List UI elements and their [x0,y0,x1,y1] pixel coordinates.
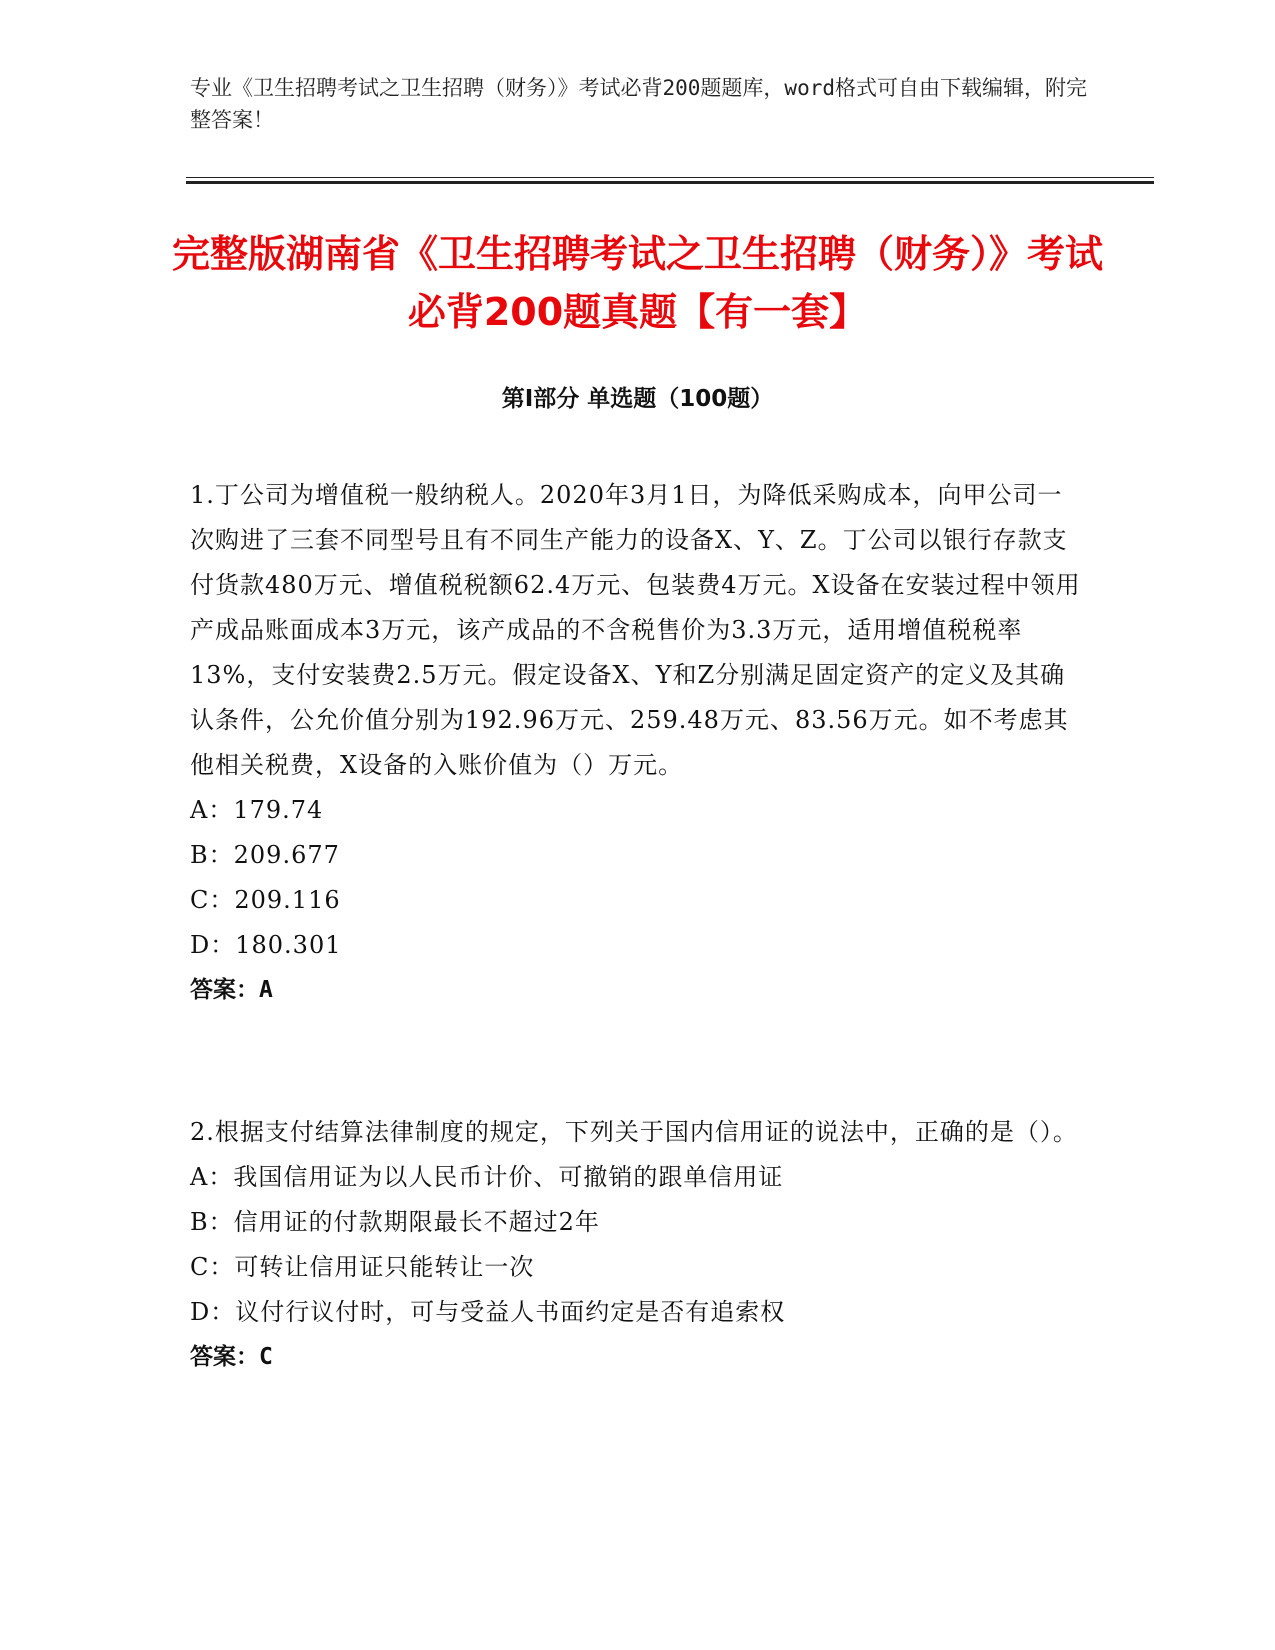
question-1 [190,473,1085,1013]
header-divider-thin [186,177,1154,178]
section-heading: 第Ⅰ部分 单选题（100题） [501,386,774,412]
option-d: D：议付行议付时，可与受益人书面约定是否有追索权 [190,1298,786,1326]
question-stem: 2.根据支付结算法律制度的规定，下列关于国内信用证的说法中，正确的是（）。 [190,1118,1078,1146]
question-stem: 1.丁公司为增值税一般纳税人。2020年3月1日，为降低采购成本，向甲公司一次购进了三套不同型号且有不同生产能力的设备X、Y、Z。丁公司以银行存款支付货款480万元、增值税税额62.4万元、包装费4万元。X设备在安装过程中领用产成品账面成本3万元，该产成品的不含税售价为3.3万元，适用增值税税率13%，支付安装费2.5万元。假定设备X、Y和Z分别满足固定资产的定义及其确认条件，公允价值分别为192.96万元、259.48万元、83.56万元。如不考虑其他相关税费，X设备的入账价值为（）万元。 [190,481,1081,779]
option-b: B：信用证的付款期限最长不超过2年 [190,1208,600,1236]
header-divider-thick [186,181,1154,184]
answer-line: 答案：C [190,1344,273,1370]
page-title: 完整版湖南省《卫生招聘考试之卫生招聘（财务）》考试必背200题真题【有一套】 [171,232,1103,334]
header-note: 专业《卫生招聘考试之卫生招聘（财务）》考试必背200题题库，word格式可自由下载编辑，附完整答案！ [190,76,1087,132]
question-2 [190,1110,1085,1380]
answer-line: 答案：A [190,977,273,1003]
option-c: C：209.116 [190,886,341,914]
option-a: A：179.74 [190,796,324,824]
option-c: C：可转让信用证只能转让一次 [190,1253,535,1281]
option-a: A：我国信用证为以人民币计价、可撤销的跟单信用证 [190,1163,784,1191]
option-d: D：180.301 [190,931,342,959]
option-b: B：209.677 [190,841,340,869]
